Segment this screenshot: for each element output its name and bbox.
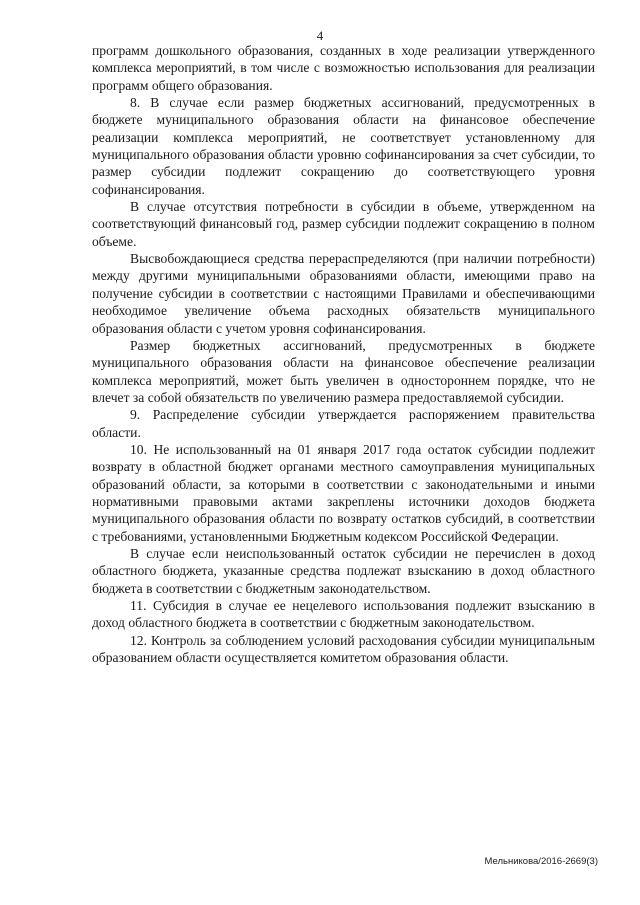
paragraph-recovery: В случае если неиспользованный остаток субсидии не перечислен в доход областного бюджета, указанные средства подлежат взысканию в доход областного бюджета в соответствии с бюджетным законодательством. bbox=[92, 545, 595, 596]
paragraph-item-11: 11. Субсидия в случае ее нецелевого использования подлежит взысканию в доход областного бюджета в соответствии с бюджетным законодательством. bbox=[92, 598, 595, 631]
page-number: 4 bbox=[316, 28, 324, 43]
paragraph-redistribution: Высвобождающиеся средства перераспределяются (при наличии потребности) между другими муниципальными образованиями области, имеющими право на получение субсидии в соответствии с настоящими Правилами и обеспечивающими необходимое увеличение объема расходных обязательств муниципального образования области с учетом уровня софинансирования. bbox=[92, 251, 595, 336]
document-body bbox=[92, 42, 595, 666]
paragraph-no-need-reduction: В случае отсутствия потребности в субсидии в объеме, утвержденном на соответствующий финансовый год, размер субсидии подлежит сокращению в полном объеме. bbox=[92, 199, 595, 249]
paragraph-item-12: 12. Контроль за соблюдением условий расходования субсидии муниципальным образованием области осуществляется комитетом образования области. bbox=[92, 632, 595, 666]
paragraph-item-8: 8. В случае если размер бюджетных ассигнований, предусмотренных в бюджете муниципального образования области на финансовое обеспечение реализации комплекса мероприятий, не соответствует установленному для муниципального образования области уровню софинансирования за счет субсидии, то размер субсидии подлежит сокращению до соответствующего уровня софинансирования. bbox=[92, 95, 595, 197]
document-footer-code: Мельникова/2016-2669(3) bbox=[484, 856, 598, 867]
paragraph-item-9: 9. Распределение субсидии утверждается распоряжением правительства области. bbox=[92, 407, 595, 440]
paragraph-item-10: 10. Не использованный на 01 января 2017 года остаток субсидии подлежит возврату в областной бюджет органами местного самоуправления муниципальных образований области, за которыми в соответствии с законодательными и иными нормативными правовыми актами закреплены источники доходов бюджета муниципального образования области по возврату остатков субсидий, в соответствии с требованиями, установленными Бюджетным кодексом Российской Федерации. bbox=[92, 441, 595, 544]
paragraph-budget-increase: Размер бюджетных ассигнований, предусмотренных в бюджете муниципального образования области на финансовое обеспечение реализации комплекса мероприятий, может быть увеличен в одностороннем порядке, что не влечет за собой обязательств по увеличению размера предоставляемой субсидии. bbox=[92, 337, 595, 405]
paragraph-continuation: программ дошкольного образования, созданных в ходе реализации утвержденного комплекса мероприятий, в том числе с возможностью использования для реализации программ общего образования. bbox=[92, 43, 595, 93]
